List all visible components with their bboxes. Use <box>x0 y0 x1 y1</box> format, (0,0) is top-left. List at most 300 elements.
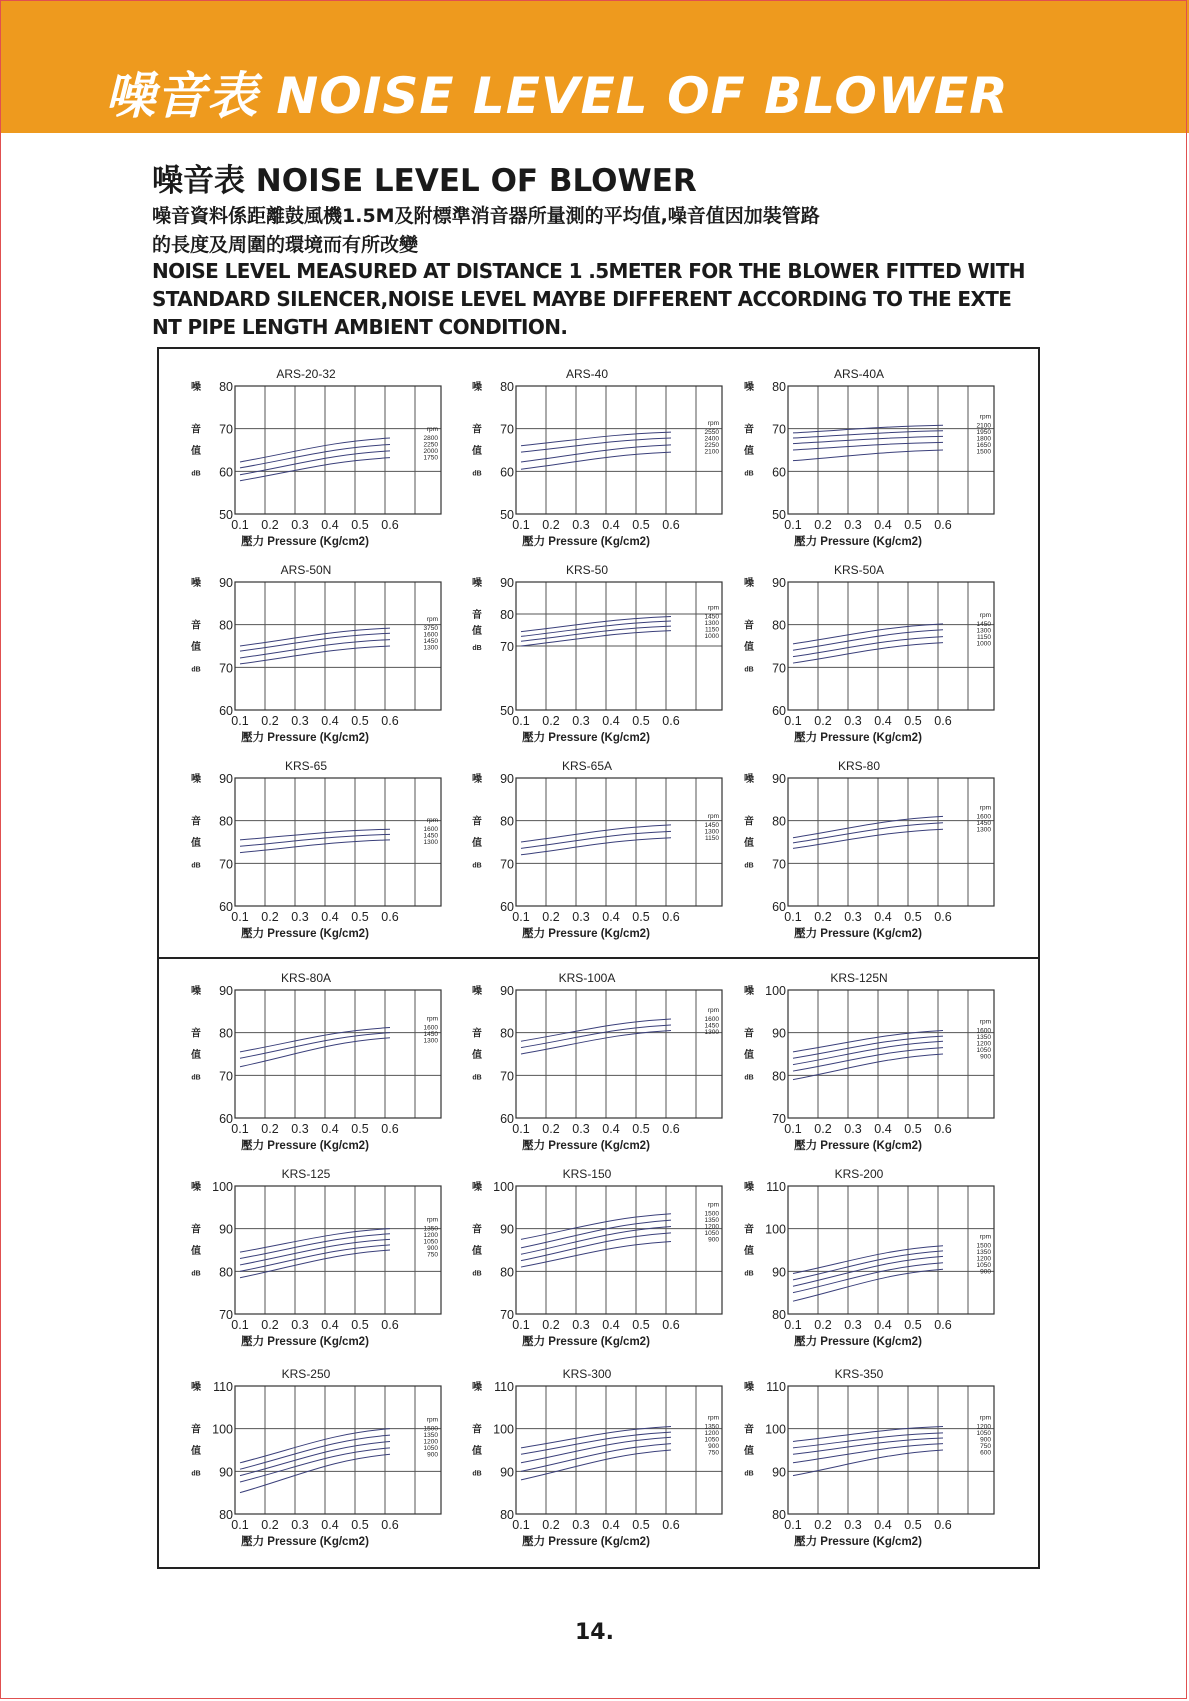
chart-y-axis-unit: dB <box>191 1074 201 1082</box>
chart-y-axis-unit: dB <box>472 1470 482 1478</box>
chart-y-tick-label: 90 <box>500 772 514 786</box>
chart-title: KRS-125N <box>830 971 888 985</box>
chart-y-axis-label: 噪 <box>191 986 201 997</box>
chart-x-tick-label: 0.2 <box>261 1518 279 1532</box>
chart-x-tick-label: 0.2 <box>814 1318 832 1332</box>
chart-rpm-value: 1450 <box>423 1031 438 1039</box>
chart-rpm-value: 1450 <box>704 1022 719 1030</box>
chart-title: ARS-40 <box>565 367 609 381</box>
chart-y-axis-unit: dB <box>472 645 482 652</box>
chart-series-line <box>521 617 671 632</box>
chart-title: KRS-100A <box>558 971 616 985</box>
chart-x-tick-label: 0.4 <box>321 518 339 532</box>
chart-y-tick-label: 80 <box>500 1265 514 1280</box>
chart-y-tick-label: 50 <box>219 508 233 522</box>
chart-rpm-value: 1600 <box>423 826 438 834</box>
chart-x-tick-label: 0.3 <box>844 714 862 728</box>
chart-x-tick-label: 0.5 <box>632 518 650 532</box>
chart-rpm-value: 1300 <box>704 1029 719 1037</box>
chart-rpm-value: 1150 <box>705 834 719 842</box>
chart-x-tick-label: 0.5 <box>904 1122 922 1136</box>
chart-rpm-value: 1300 <box>704 620 719 628</box>
chart-y-axis-label: 音 <box>744 424 754 436</box>
chart-x-tick-label: 0.4 <box>321 910 339 924</box>
chart-y-axis-label: 音 <box>744 1028 754 1040</box>
chart-series-line <box>793 1036 943 1058</box>
chart-y-axis-label: 值 <box>472 838 482 849</box>
chart-title: KRS-65A <box>561 759 613 773</box>
chart-rpm-label: rpm <box>426 1015 438 1023</box>
chart-x-tick-label: 0.1 <box>512 714 530 728</box>
chart-x-tick-label: 0.2 <box>542 1122 560 1136</box>
chart-y-tick-label: 80 <box>219 1026 233 1041</box>
chart-rpm-value: 900 <box>980 1053 991 1061</box>
chart-rpm-value: 1200 <box>423 1438 438 1446</box>
chart-rpm-value: 1300 <box>423 1037 438 1045</box>
chart-series-line <box>240 1429 390 1463</box>
chart-y-tick-label: 100 <box>765 1222 786 1237</box>
chart-x-tick-label: 0.6 <box>381 518 399 532</box>
chart-series-line <box>521 1025 671 1048</box>
chart-frame <box>235 990 441 1118</box>
chart-frame <box>516 990 722 1118</box>
chart-y-tick-label: 50 <box>500 508 514 522</box>
chart-x-axis-label: 壓力 Pressure (Kg/cm2) <box>522 732 650 744</box>
chart-x-tick-label: 0.5 <box>351 1318 369 1332</box>
chart-x-tick-label: 0.1 <box>784 714 802 728</box>
chart-rpm-value: 900 <box>427 1245 438 1253</box>
chart-series-line <box>793 1433 943 1448</box>
chart-x-tick-label: 0.4 <box>874 910 892 924</box>
chart-y-axis-unit: dB <box>744 470 754 478</box>
chart-series-line <box>240 1448 390 1482</box>
chart-rpm-value: 2000 <box>423 448 438 456</box>
chart-y-axis-label: 音 <box>744 816 754 828</box>
chart-y-tick-label: 80 <box>500 814 514 829</box>
chart-rpm-label: rpm <box>426 1416 438 1424</box>
chart-rpm-label: rpm <box>707 1201 719 1209</box>
chart-title: KRS-125 <box>281 1167 331 1181</box>
chart-y-axis-label: 值 <box>472 1246 482 1257</box>
chart-rpm-label: rpm <box>707 420 719 428</box>
chart-title: KRS-200 <box>834 1167 884 1181</box>
chart-y-axis-unit: dB <box>472 1074 482 1082</box>
chart-y-tick-label: 80 <box>772 814 786 829</box>
chart-x-tick-label: 0.3 <box>291 714 309 728</box>
chart-y-axis-label: 音 <box>744 620 754 632</box>
chart-x-tick-label: 0.4 <box>874 1318 892 1332</box>
chart-rpm-value: 1050 <box>423 1445 438 1453</box>
chart-y-tick-label: 90 <box>500 1222 514 1237</box>
chart-x-tick-label: 0.6 <box>381 1518 399 1532</box>
chart-x-tick-label: 0.3 <box>291 518 309 532</box>
chart-x-tick-label: 0.3 <box>291 1122 309 1136</box>
chart-x-tick-label: 0.4 <box>321 1122 339 1136</box>
chart-y-tick-label: 80 <box>500 608 514 622</box>
chart-y-tick-label: 60 <box>219 1112 233 1126</box>
chart-series-line <box>793 1263 943 1293</box>
chart-title: ARS-20-32 <box>276 367 336 381</box>
chart-x-tick-label: 0.6 <box>934 714 952 728</box>
chart-rpm-value: 1200 <box>976 1040 991 1048</box>
chart-y-axis-label: 音 <box>472 1424 482 1436</box>
section-title: 噪音表 NOISE LEVEL OF BLOWER <box>152 163 697 199</box>
chart-series-line <box>793 624 943 644</box>
chart-rpm-value: 1600 <box>423 631 438 639</box>
chart-x-tick-label: 0.2 <box>814 1122 832 1136</box>
chart-y-tick-label: 90 <box>772 1265 786 1280</box>
chart-y-tick-label: 70 <box>219 1069 233 1084</box>
chart-series-line <box>793 450 943 461</box>
chart-y-axis-label: 噪 <box>472 1182 482 1193</box>
chart-y-tick-label: 90 <box>772 772 786 786</box>
chart-x-tick-label: 0.6 <box>381 1318 399 1332</box>
chart-y-axis-label: 音 <box>191 620 201 632</box>
chart-x-tick-label: 0.6 <box>662 1122 680 1136</box>
chart-rpm-value: 1950 <box>976 428 991 436</box>
chart-rpm-value: 1350 <box>704 1217 719 1225</box>
chart-series-line <box>793 823 943 843</box>
chart-x-tick-label: 0.1 <box>512 910 530 924</box>
chart-y-axis-label: 值 <box>191 838 201 849</box>
chart-y-axis-label: 音 <box>472 424 482 436</box>
chart-rpm-label: rpm <box>426 426 438 434</box>
chart-y-tick-label: 70 <box>219 1308 233 1322</box>
chart-x-tick-label: 0.1 <box>231 518 249 532</box>
chart-y-axis-label: 噪 <box>191 382 201 393</box>
chart-rpm-value: 2250 <box>423 441 438 449</box>
chart-rpm-value: 1050 <box>976 1047 991 1055</box>
chart-frame <box>516 1186 722 1314</box>
chart-x-tick-label: 0.3 <box>572 714 590 728</box>
chart-y-tick-label: 70 <box>500 1308 514 1322</box>
chart-rpm-label: rpm <box>979 1233 991 1241</box>
chart-x-tick-label: 0.1 <box>231 714 249 728</box>
chart-series-line <box>521 1432 671 1454</box>
chart-rpm-value: 1450 <box>704 821 719 829</box>
chart-series-line <box>793 1246 943 1274</box>
page-number: 14. <box>575 1620 614 1645</box>
chart-rpm-value: 1300 <box>423 644 438 652</box>
chart-x-tick-label: 0.2 <box>261 910 279 924</box>
chart-series-line <box>240 633 390 651</box>
chart-rpm-label: rpm <box>979 611 991 619</box>
chart-rpm-value: 1050 <box>423 1238 438 1246</box>
chart-rpm-value: 1050 <box>976 1430 991 1438</box>
chart-rpm-value: 2800 <box>423 435 438 443</box>
chart-x-tick-label: 0.3 <box>572 1122 590 1136</box>
chart-series-line <box>793 816 943 837</box>
chart-y-tick-label: 80 <box>219 618 233 633</box>
chart-rpm-label: rpm <box>426 616 438 624</box>
chart-x-tick-label: 0.2 <box>814 910 832 924</box>
chart-y-axis-label: 值 <box>472 1050 482 1061</box>
chart-x-tick-label: 0.4 <box>874 714 892 728</box>
chart-x-axis-label: 壓力 Pressure (Kg/cm2) <box>522 928 650 940</box>
chart-y-tick-label: 90 <box>219 984 233 998</box>
chart-rpm-value: 1350 <box>976 1249 991 1257</box>
description-chinese-line: 的長度及周圍的環境而有所改變 <box>152 234 419 256</box>
chart-rpm-value: 1050 <box>704 1230 719 1238</box>
chart-rpm-value: 2100 <box>976 422 991 430</box>
chart-y-tick-label: 70 <box>219 661 233 676</box>
chart-y-tick-label: 90 <box>772 576 786 590</box>
chart-rpm-value: 750 <box>708 1449 719 1457</box>
chart-x-axis-label: 壓力 Pressure (Kg/cm2) <box>241 536 369 548</box>
chart-rpm-value: 1000 <box>704 633 719 641</box>
chart-y-axis-unit: dB <box>744 862 754 870</box>
chart-y-tick-label: 70 <box>500 422 514 437</box>
chart-rpm-label: rpm <box>979 413 991 421</box>
chart-series-line <box>240 1229 390 1252</box>
chart-title: ARS-40A <box>833 367 885 381</box>
chart-series-line <box>240 438 390 462</box>
chart-x-tick-label: 0.6 <box>662 714 680 728</box>
chart-y-tick-label: 60 <box>219 704 233 718</box>
chart-series-line <box>240 1435 390 1469</box>
chart-series-line <box>793 1031 943 1052</box>
chart-x-tick-label: 0.6 <box>381 714 399 728</box>
chart-y-tick-label: 60 <box>772 900 786 914</box>
chart-rpm-value: 1300 <box>976 826 991 834</box>
chart-y-axis-label: 噪 <box>191 1182 201 1193</box>
chart-x-tick-label: 0.2 <box>814 714 832 728</box>
chart-y-axis-label: 值 <box>744 1446 754 1457</box>
chart-y-tick-label: 80 <box>219 814 233 829</box>
chart-x-axis-label: 壓力 Pressure (Kg/cm2) <box>794 732 922 744</box>
chart-series-line <box>240 444 390 467</box>
chart-x-tick-label: 0.5 <box>351 910 369 924</box>
chart-x-tick-label: 0.3 <box>844 518 862 532</box>
chart-y-axis-label: 值 <box>191 642 201 653</box>
chart-y-axis-label: 音 <box>472 610 482 621</box>
chart-x-tick-label: 0.6 <box>934 1122 952 1136</box>
chart-y-axis-label: 噪 <box>472 986 482 997</box>
chart-rpm-value: 750 <box>427 1251 438 1259</box>
chart-title: KRS-350 <box>834 1367 884 1381</box>
chart-x-tick-label: 0.3 <box>572 518 590 532</box>
chart-x-tick-label: 0.4 <box>602 518 620 532</box>
chart-rpm-value: 1300 <box>704 828 719 836</box>
chart-y-tick-label: 100 <box>212 1180 233 1194</box>
chart-x-axis-label: 壓力 Pressure (Kg/cm2) <box>241 928 369 940</box>
chart-y-axis-unit: dB <box>744 1270 754 1278</box>
chart-x-axis-label: 壓力 Pressure (Kg/cm2) <box>794 1536 922 1548</box>
chart-rpm-value: 1650 <box>976 441 991 449</box>
chart-rpm-value: 3750 <box>423 625 438 633</box>
chart-x-tick-label: 0.2 <box>542 518 560 532</box>
chart-x-axis-label: 壓力 Pressure (Kg/cm2) <box>794 928 922 940</box>
chart-y-tick-label: 100 <box>212 1422 233 1437</box>
chart-y-tick-label: 60 <box>219 465 233 480</box>
chart-y-axis-label: 值 <box>472 1446 482 1457</box>
chart-x-tick-label: 0.4 <box>602 1318 620 1332</box>
chart-series-line <box>240 1441 390 1475</box>
chart-y-axis-label: 音 <box>191 1028 201 1040</box>
chart-y-axis-unit: dB <box>472 862 482 870</box>
chart-rpm-value: 900 <box>427 1451 438 1459</box>
chart-series-line <box>521 438 671 452</box>
chart-y-axis-label: 音 <box>472 1028 482 1040</box>
chart-rpm-value: 1600 <box>976 1027 991 1035</box>
chart-y-tick-label: 60 <box>500 465 514 480</box>
chart-y-tick-label: 80 <box>219 1508 233 1522</box>
chart-y-tick-label: 80 <box>500 1026 514 1041</box>
chart-y-tick-label: 50 <box>500 704 514 718</box>
chart-x-axis-label: 壓力 Pressure (Kg/cm2) <box>522 1536 650 1548</box>
chart-y-axis-label: 噪 <box>472 774 482 785</box>
description-english-line: NT PIPE LENGTH AMBIENT CONDITION. <box>152 315 568 339</box>
chart-x-tick-label: 0.6 <box>934 910 952 924</box>
chart-y-axis-label: 值 <box>191 1050 201 1061</box>
chart-y-axis-label: 音 <box>472 816 482 828</box>
chart-y-tick-label: 110 <box>766 1180 786 1194</box>
chart-y-axis-label: 音 <box>744 1424 754 1436</box>
chart-series-line <box>521 1214 671 1240</box>
chart-rpm-value: 2100 <box>704 448 719 456</box>
chart-y-axis-label: 值 <box>744 642 754 653</box>
chart-rpm-label: rpm <box>707 1007 719 1015</box>
chart-x-tick-label: 0.5 <box>632 1518 650 1532</box>
chart-rpm-value: 1500 <box>423 1425 438 1433</box>
chart-x-axis-label: 壓力 Pressure (Kg/cm2) <box>794 536 922 548</box>
chart-x-tick-label: 0.1 <box>231 1318 249 1332</box>
chart-x-tick-label: 0.1 <box>784 1518 802 1532</box>
chart-x-axis-label: 壓力 Pressure (Kg/cm2) <box>794 1140 922 1152</box>
chart-y-tick-label: 90 <box>500 984 514 998</box>
chart-y-axis-label: 值 <box>472 446 482 457</box>
chart-rpm-value: 900 <box>980 1436 991 1444</box>
chart-x-tick-label: 0.5 <box>904 910 922 924</box>
chart-y-tick-label: 70 <box>500 1069 514 1084</box>
chart-y-tick-label: 60 <box>772 704 786 718</box>
chart-rpm-value: 900 <box>708 1236 719 1244</box>
chart-x-tick-label: 0.6 <box>662 518 680 532</box>
chart-x-tick-label: 0.2 <box>542 1518 560 1532</box>
chart-title: KRS-80 <box>837 759 881 773</box>
chart-rpm-value: 1050 <box>704 1436 719 1444</box>
chart-rpm-value: 900 <box>980 1268 991 1276</box>
chart-x-tick-label: 0.3 <box>572 1518 590 1532</box>
chart-y-axis-unit: dB <box>191 862 201 870</box>
chart-y-tick-label: 80 <box>772 1508 786 1522</box>
chart-rpm-value: 1150 <box>705 626 719 634</box>
chart-frame <box>235 778 441 906</box>
chart-frame <box>235 1386 441 1514</box>
chart-x-tick-label: 0.2 <box>261 518 279 532</box>
chart-y-tick-label: 100 <box>765 984 786 998</box>
chart-rpm-value: 600 <box>980 1449 991 1457</box>
chart-series-line <box>521 831 671 848</box>
chart-rpm-value: 1500 <box>976 1242 991 1250</box>
chart-y-axis-label: 音 <box>472 1224 482 1236</box>
chart-y-tick-label: 80 <box>772 1069 786 1084</box>
chart-rpm-value: 1600 <box>423 1024 438 1032</box>
chart-y-axis-label: 值 <box>744 446 754 457</box>
chart-x-tick-label: 0.1 <box>784 1318 802 1332</box>
chart-y-tick-label: 90 <box>500 576 514 590</box>
chart-title: KRS-50A <box>833 563 885 577</box>
chart-y-tick-label: 70 <box>219 857 233 872</box>
chart-y-tick-label: 80 <box>219 1265 233 1280</box>
chart-rpm-value: 1350 <box>423 1225 438 1233</box>
chart-x-tick-label: 0.6 <box>662 1518 680 1532</box>
chart-series-line <box>240 458 390 481</box>
chart-x-tick-label: 0.5 <box>632 1318 650 1332</box>
chart-x-tick-label: 0.6 <box>381 1122 399 1136</box>
chart-frame <box>788 386 994 514</box>
chart-rpm-label: rpm <box>979 1414 991 1422</box>
chart-series-line <box>521 1427 671 1448</box>
chart-y-tick-label: 60 <box>500 1112 514 1126</box>
chart-rpm-value: 2250 <box>704 442 719 450</box>
chart-rpm-value: 1000 <box>976 640 991 648</box>
chart-x-tick-label: 0.4 <box>602 910 620 924</box>
chart-rpm-value: 2550 <box>704 429 719 437</box>
chart-y-axis-label: 值 <box>472 626 482 637</box>
chart-x-tick-label: 0.2 <box>814 1518 832 1532</box>
chart-y-tick-label: 80 <box>500 1508 514 1522</box>
chart-x-tick-label: 0.4 <box>874 1122 892 1136</box>
chart-y-tick-label: 50 <box>772 508 786 522</box>
chart-x-tick-label: 0.3 <box>291 1518 309 1532</box>
chart-rpm-value: 1600 <box>976 813 991 821</box>
chart-y-tick-label: 90 <box>219 576 233 590</box>
chart-y-axis-unit: dB <box>744 666 754 674</box>
chart-x-tick-label: 0.1 <box>512 1318 530 1332</box>
chart-rpm-value: 1350 <box>423 1432 438 1440</box>
chart-rpm-value: 1300 <box>423 839 438 847</box>
chart-x-tick-label: 0.4 <box>321 1318 339 1332</box>
chart-x-tick-label: 0.6 <box>662 910 680 924</box>
chart-y-tick-label: 70 <box>772 422 786 437</box>
chart-rpm-value: 750 <box>980 1443 991 1451</box>
chart-title: KRS-150 <box>562 1167 612 1181</box>
chart-series-line <box>240 1454 390 1492</box>
chart-y-tick-label: 90 <box>219 1465 233 1480</box>
chart-x-tick-label: 0.2 <box>261 1318 279 1332</box>
chart-y-axis-label: 噪 <box>472 382 482 393</box>
chart-x-tick-label: 0.3 <box>291 1318 309 1332</box>
chart-x-tick-label: 0.4 <box>321 1518 339 1532</box>
chart-x-tick-label: 0.4 <box>874 518 892 532</box>
chart-title: ARS-50N <box>280 563 332 577</box>
chart-x-tick-label: 0.3 <box>291 910 309 924</box>
chart-y-tick-label: 100 <box>765 1422 786 1437</box>
chart-series-line <box>521 838 671 855</box>
chart-x-axis-label: 壓力 Pressure (Kg/cm2) <box>522 536 650 548</box>
chart-series-line <box>240 840 390 853</box>
chart-series-line <box>793 442 943 450</box>
chart-series-line <box>521 1241 671 1267</box>
chart-x-tick-label: 0.3 <box>572 1318 590 1332</box>
chart-x-tick-label: 0.2 <box>542 1318 560 1332</box>
chart-x-tick-label: 0.3 <box>572 910 590 924</box>
chart-x-tick-label: 0.1 <box>231 910 249 924</box>
chart-y-tick-label: 80 <box>772 618 786 633</box>
chart-y-tick-label: 90 <box>219 1222 233 1237</box>
chart-rpm-value: 1200 <box>423 1232 438 1240</box>
chart-frame <box>235 1186 441 1314</box>
chart-rpm-label: rpm <box>426 1216 438 1224</box>
chart-x-tick-label: 0.3 <box>844 1318 862 1332</box>
chart-y-tick-label: 90 <box>500 1465 514 1480</box>
chart-frame <box>788 1386 994 1514</box>
chart-y-tick-label: 70 <box>772 1112 786 1126</box>
chart-series-line <box>240 829 390 840</box>
chart-y-axis-label: 值 <box>191 1246 201 1257</box>
chart-y-axis-label: 值 <box>191 1446 201 1457</box>
